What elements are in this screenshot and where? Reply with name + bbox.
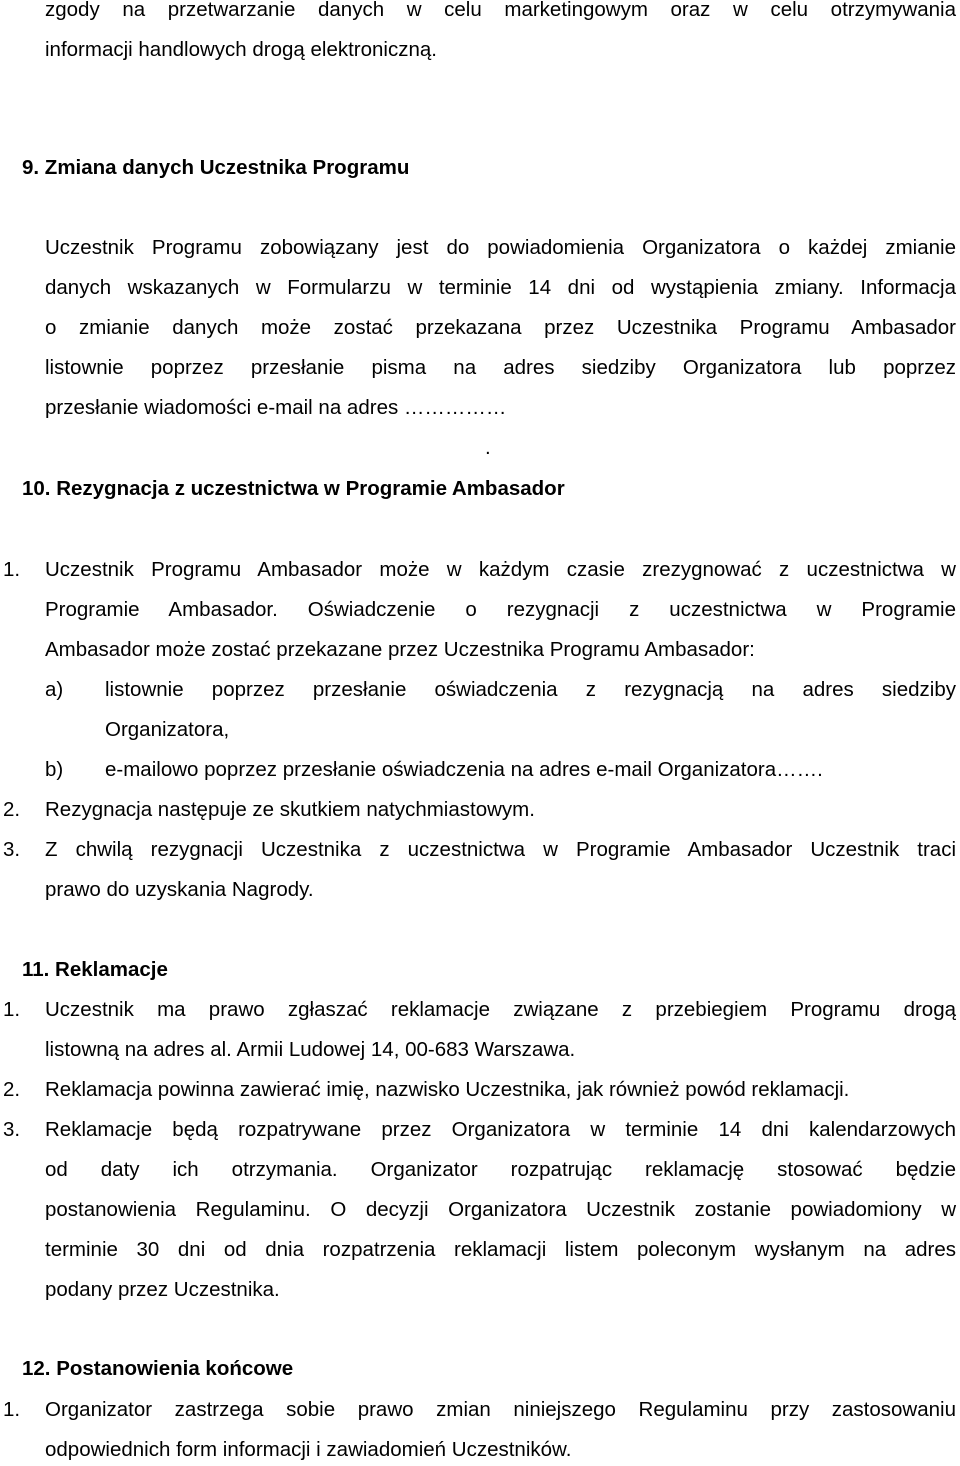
list-item-line: Organizator zastrzega sobie prawo zmian niniejszego Regulaminu przy zastosowaniu: [45, 1398, 956, 1421]
list-number: 2.: [3, 798, 21, 821]
paragraph-line: Uczestnik Programu zobowiązany jest do powiadomienia Organizatora o każdej zmianie: [45, 236, 956, 259]
paragraph-line: listownie poprzez przesłanie pisma na adres siedziby Organizatora lub poprzez: [45, 356, 956, 379]
section-heading-11: 11. Reklamacje: [22, 958, 168, 981]
paragraph-line: zgody na przetwarzanie danych w celu marketingowym oraz w celu otrzymywania: [45, 0, 956, 21]
list-item-line: Reklamacja powinna zawierać imię, nazwisko Uczestnika, jak również powód reklamacji.: [45, 1078, 850, 1101]
list-item-line: Ambasador może zostać przekazane przez Uczestnika Programu Ambasador:: [45, 638, 755, 661]
list-item-line: Reklamacje będą rozpatrywane przez Organizatora w terminie 14 dni kalendarzowych: [45, 1118, 956, 1141]
list-number: 1.: [3, 1398, 21, 1421]
list-item-line: Uczestnik ma prawo zgłaszać reklamacje związane z przebiegiem Programu drogą: [45, 998, 956, 1021]
trailing-dot: .: [485, 436, 491, 459]
sublist-label-b: b): [45, 758, 64, 781]
list-item-line: terminie 30 dni od dnia rozpatrzenia reklamacji listem poleconym wysłanym na adres: [45, 1238, 956, 1261]
list-item-line: listowną na adres al. Armii Ludowej 14, 00-683 Warszawa.: [45, 1038, 576, 1061]
list-item-line: Uczestnik Programu Ambasador może w każdym czasie zrezygnować z uczestnictwa w: [45, 558, 956, 581]
section-heading-12: 12. Postanowienia końcowe: [22, 1357, 294, 1380]
list-number: 3.: [3, 1118, 21, 1141]
list-item-line: Rezygnacja następuje ze skutkiem natychmiastowym.: [45, 798, 535, 821]
paragraph-line: informacji handlowych drogą elektroniczną.: [45, 38, 437, 61]
paragraph-line: danych wskazanych w Formularzu w terminie 14 dni od wystąpienia zmiany. Informacja: [45, 276, 956, 299]
paragraph-line: o zmianie danych może zostać przekazana przez Uczestnika Programu Ambasador: [45, 316, 956, 339]
list-item-line: prawo do uzyskania Nagrody.: [45, 878, 314, 901]
sublist-item-line: Organizatora,: [105, 718, 230, 741]
list-item-line: od daty ich otrzymania. Organizator rozpatrując reklamację stosować będzie: [45, 1158, 956, 1181]
list-item-line: podany przez Uczestnika.: [45, 1278, 280, 1301]
section-heading-9: 9. Zmiana danych Uczestnika Programu: [22, 156, 410, 179]
list-item-line: odpowiednich form informacji i zawiadomień Uczestników.: [45, 1438, 572, 1461]
list-item-line: Programie Ambasador. Oświadczenie o rezygnacji z uczestnictwa w Programie: [45, 598, 956, 621]
list-item-line: Z chwilą rezygnacji Uczestnika z uczestnictwa w Programie Ambasador Uczestnik traci: [45, 838, 956, 861]
list-number: 1.: [3, 558, 21, 581]
list-number: 1.: [3, 998, 21, 1021]
list-number: 2.: [3, 1078, 21, 1101]
section-heading-10: 10. Rezygnacja z uczestnictwa w Programie Ambasador: [22, 477, 565, 500]
list-number: 3.: [3, 838, 21, 861]
sublist-item-line: listownie poprzez przesłanie oświadczenia z rezygnacją na adres siedziby: [105, 678, 956, 701]
sublist-item-line: e-mailowo poprzez przesłanie oświadczenia na adres e-mail Organizatora…….: [105, 758, 823, 781]
sublist-label-a: a): [45, 678, 64, 701]
paragraph-line: przesłanie wiadomości e-mail na adres ……………: [45, 396, 507, 419]
list-item-line: postanowienia Regulaminu. O decyzji Organizatora Uczestnik zostanie powiadomiony w: [45, 1198, 956, 1221]
